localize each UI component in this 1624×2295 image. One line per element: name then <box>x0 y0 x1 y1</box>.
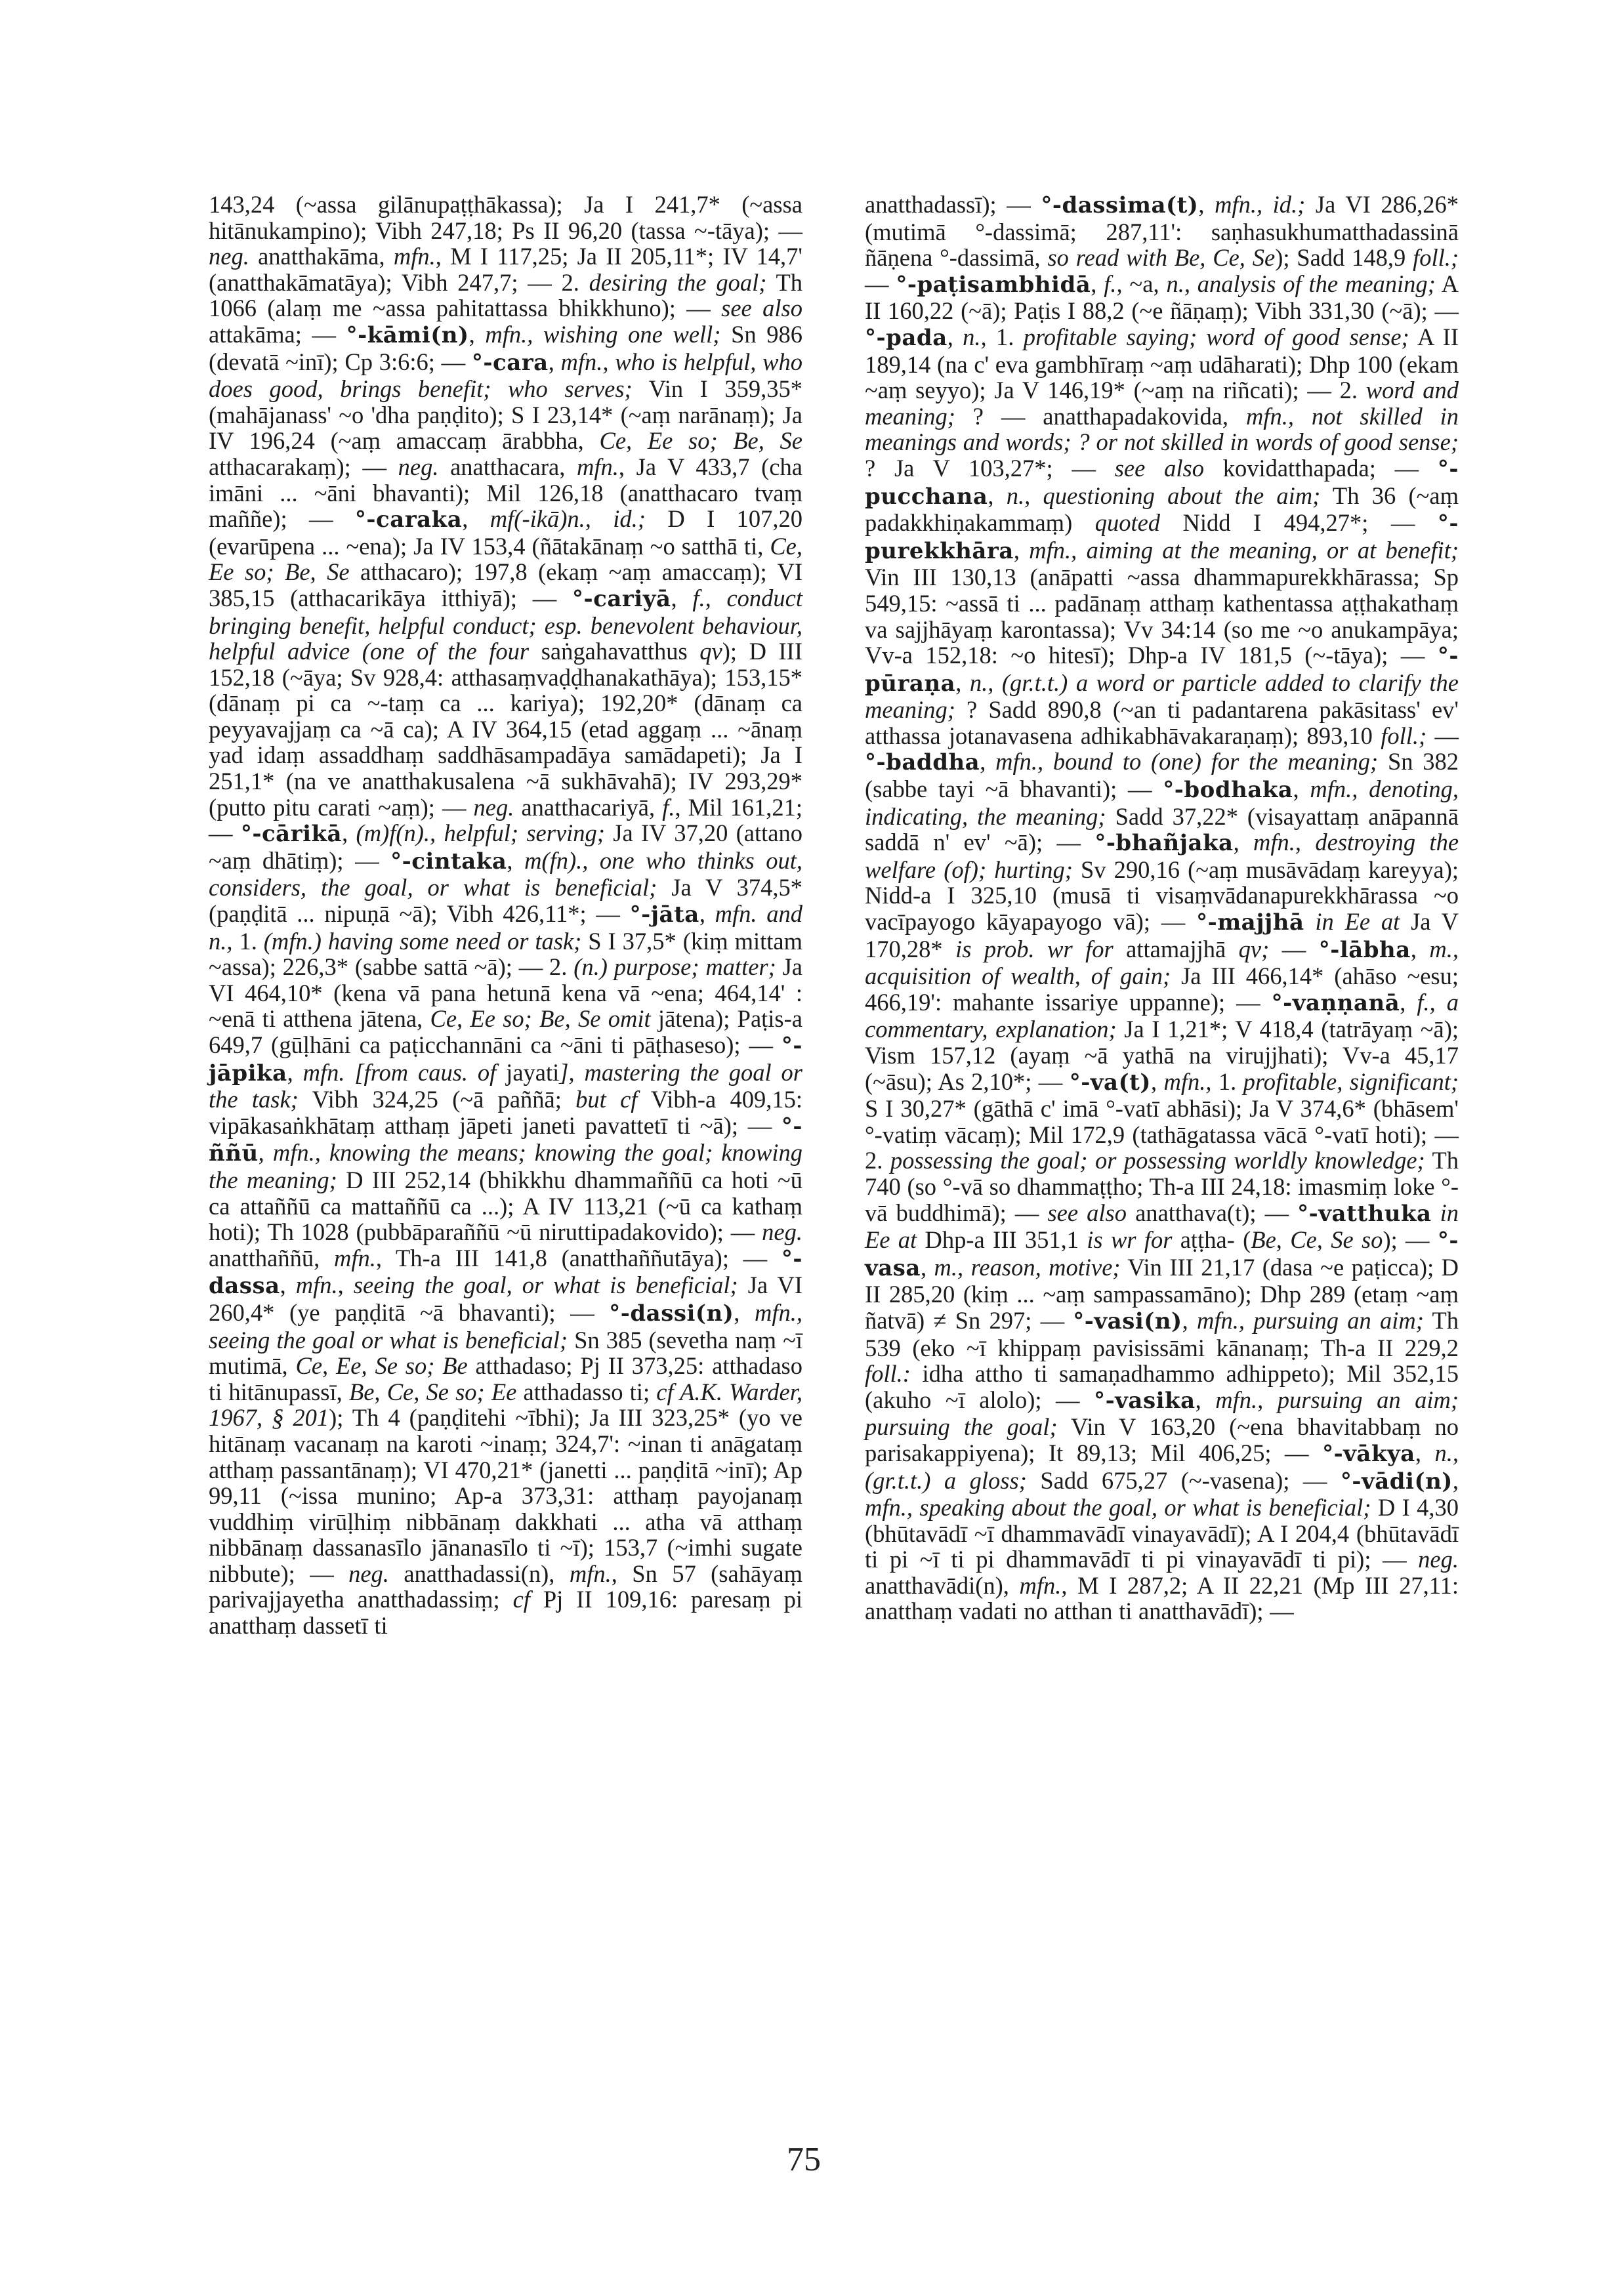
entry-text: anatthadassi(n), <box>388 1560 570 1587</box>
entry-text: S I 30,27* (gāthā c' imā °-vatī abhāsi); Ja V 374,6* (bhāsem' °-vatiṃ vācaṃ); Mil 172,9 (tathāgatassa vācā °-vatī hoti); — 2. <box>865 1095 1459 1174</box>
entry-text: , <box>548 348 561 375</box>
gloss-text: m(fn)., one who thinks out, considers, the goal, or what is beneficial; <box>209 846 803 901</box>
headword: °-bodhaka <box>1163 777 1293 804</box>
entry-text: atthadasso ti; <box>516 1378 657 1405</box>
entry-text: ~a, <box>1122 270 1167 297</box>
entry-text: , <box>507 846 525 874</box>
gloss-text: n., questioning about the aim; <box>1006 482 1321 509</box>
entry-text: anatthacara, <box>438 453 577 480</box>
headword: °-bhañjaka <box>1094 830 1234 857</box>
entry-text: Vibh 324,25 (~ā paññā; <box>298 1086 576 1113</box>
entry-text: saṅgahavatthus <box>529 638 700 665</box>
entry-text: ? — anatthapadakovida, <box>955 402 1246 430</box>
gloss-text: neg. <box>1418 1546 1459 1573</box>
entry-text: , M I 117,25; Ja II 205,11*; IV 14,7' (anatthakāmatāya); Vibh 247,7; — 2. <box>209 243 802 296</box>
gloss-text: qv <box>699 638 722 665</box>
entry-text: — <box>865 270 896 297</box>
left-column <box>209 192 802 1639</box>
page-number: 75 <box>787 2141 821 2178</box>
gloss-text: n., (gr.t.t.) a gloss; <box>865 1439 1459 1494</box>
gloss-text: mfn. <box>569 1560 612 1587</box>
entry-text: anatthacariyā, <box>514 793 663 821</box>
gloss-text: cf A.K. Warder, 1967, § 201 <box>209 1378 802 1432</box>
entry-text: jātena); Paṭis-a 649,7 (gūḷhāni ca paṭicchannāni ca ~āni ti pāṭhaseso); — <box>209 1005 802 1058</box>
entry-text: idha attho ti samaṇadhammo adhippeto); Mil 352,15 (akuho ~ī alolo); — <box>865 1360 1459 1413</box>
gloss-text: is prob. wr for <box>955 935 1114 962</box>
gloss-text: n., (gr.t.t.) a word or particle added to clarify the meaning; <box>865 669 1459 724</box>
headword: °-ññū <box>209 1113 802 1167</box>
entry-text: , <box>988 482 1007 509</box>
gloss-text: mfn. and n., <box>209 900 803 955</box>
gloss-text: cf <box>512 1586 530 1613</box>
entry-text: Vin I 359,35* (mahājanass' ~o 'dha paṇḍito); S I 23,14* (~aṃ narānaṃ); Ja IV 196,24 (~aṃ amaccaṃ ārabbha, <box>209 375 802 455</box>
gloss-text: mfn., pursuing an aim; pursuing the goal; <box>865 1386 1459 1441</box>
gloss-text: f., a commentary, explanation; <box>865 988 1459 1043</box>
headword: °-dassi(n) <box>609 1300 734 1327</box>
gloss-text: f., <box>1104 270 1123 297</box>
headword: °-dassima(t) <box>1041 192 1199 218</box>
entry-text: , <box>462 505 490 533</box>
entry-text: , Sn 57 (sahāyaṃ parivajjayetha anatthadassiṃ; <box>209 1560 802 1613</box>
entry-text: , Th-a III 141,8 (anatthaññutāya); — <box>375 1244 781 1272</box>
entry-text: A II 189,14 (na c' eva gambhīraṃ ~aṃ udāharati); Dhp 100 (ekam ~aṃ seyyo); Ja V 146,19* (~aṃ na riñcati); — 2. <box>865 323 1459 404</box>
gloss-text: mfn. <box>1019 1571 1062 1599</box>
entry-text: 1. <box>1211 1067 1243 1095</box>
gloss-text: foll.: <box>865 1360 911 1388</box>
entry-text: Th 740 (so °-vā so dhammaṭṭho; Th-a III 24,18: imasmiṃ loke °-vā buddhimā); — <box>865 1147 1459 1226</box>
entry-text: 143,24 (~assa gilānupaṭṭhākassa); Ja I 241,7* (~assa hitānukampino); Vibh 247,18; Ps II 96,20 (tassa ~-tāya); — <box>209 191 802 244</box>
entry-text: , <box>734 1298 755 1326</box>
entry-text <box>1432 1199 1440 1226</box>
headword: °-vākya <box>1322 1440 1415 1467</box>
headword: °-vasi(n) <box>1073 1308 1182 1334</box>
headword: °-jāpika <box>209 1033 802 1086</box>
gloss-text: in Ee at <box>1315 908 1400 936</box>
gloss-text: mfn., speaking about the goal, or what is beneficial; <box>865 1494 1371 1521</box>
entry-text: Sadd 675,27 (~-vasena); — <box>1026 1466 1341 1494</box>
gloss-text: Ce, Ee, Se so; Be <box>295 1352 468 1380</box>
gloss-text: mfn., destroying the welfare (of); hurting; <box>865 829 1459 883</box>
entry-text: D I 107,20 (evarūpena ... ~ena); Ja IV 153,4 (ñātakānaṃ ~o satthā ti, <box>209 505 803 560</box>
gloss-text: mfn., knowing the means; knowing the goal; knowing the meaning; <box>209 1139 802 1193</box>
gloss-text: Ce, Ee so; Be, Se omit <box>430 1005 651 1033</box>
entry-text: Ja V 374,5* (paṇḍitā ... nipuṇā ~ā); Vibh 426,11*; — <box>209 874 802 928</box>
gloss-text: but cf <box>575 1086 638 1113</box>
entry-text: Vin III 21,17 (dasa ~e paṭicca); D II 285,20 (kiṃ ... ~aṃ sampassamāno); Dhp 289 (etaṃ ~aṃ ñatvā) ≠ Sn 297; — <box>865 1253 1459 1334</box>
entry-text: anatthadassī); — <box>865 191 1041 218</box>
gloss-text: f. <box>662 793 675 821</box>
entry-text: anatthakāma, <box>249 243 394 270</box>
entry-text: , <box>920 1253 934 1281</box>
gloss-text: is wr for <box>1087 1226 1173 1254</box>
right-column <box>865 192 1459 1624</box>
entry-text: — <box>1426 722 1459 749</box>
gloss-text: mfn., seeing the goal, or what is beneficial; <box>295 1272 738 1299</box>
gloss-text: word and meaning; <box>865 377 1459 430</box>
headword: °-cara <box>471 349 549 376</box>
gloss-text: f., conduct bringing benefit, helpful conduct; esp. benevolent behaviour, helpful advice (one of the four <box>209 584 803 665</box>
gloss-text: (mfn.) having some need or task; <box>263 927 582 955</box>
entry-text: atthacarakaṃ); — <box>209 453 398 480</box>
gloss-text: neg. <box>209 243 249 270</box>
entry-text: , <box>287 1058 303 1086</box>
entry-text: ); Th 4 (paṇḍitehi ~ībhi); Ja III 323,25* (yo ve hitānaṃ vacanaṃ na karoti ~inaṃ; 324,7': ~inan ti anāgataṃ atthaṃ passantānaṃ); VI 470,21* (janetti ... paṇḍitā ~inī); Ap 99,11 (~issa munino; Ap-a 373,31: atthaṃ payojanaṃ vuddhiṃ virūḷhiṃ nibbānaṃ dakkhati ... atha vā atthaṃ nibbānaṃ dassanasīlo jānanasīlo ti ~ī); 153,7 (~imhi sugate nibbute); — <box>209 1404 803 1587</box>
gloss-text: mfn. [from caus. of <box>302 1058 497 1086</box>
entry-text: Th 1066 (alaṃ me ~assa pahitattassa bhikkhuno); — <box>209 268 802 322</box>
headword: °-jāta <box>629 901 699 928</box>
entry-text: anatthaññū, <box>209 1244 334 1272</box>
entry-text: , <box>1195 1386 1216 1413</box>
entry-text: Vibh-a 409,15: vipākasaṅkhātaṃ atthaṃ jāpeti janeti pavattetī ti ~ā); — <box>209 1086 803 1139</box>
headword: °-cārikā <box>240 821 343 848</box>
headword: °-vaṇṇanā <box>1271 989 1400 1016</box>
gloss-text: quoted <box>1094 509 1161 537</box>
entry-text: attamajjhā <box>1113 935 1239 962</box>
gloss-text: mfn., denoting, indicating, the meaning; <box>865 775 1459 830</box>
entry-text: Th 36 (~aṃ padakkhiṇakammaṃ) <box>865 482 1459 537</box>
entry-text: S I 37,5* (kiṃ mittam ~assa); 226,3* (sabbe sattā ~ā); — 2. <box>209 927 802 981</box>
gloss-text: n., analysis of the meaning; <box>1166 270 1436 297</box>
entry-text: D III 252,14 (bhikkhu dhammaññū ca hoti ~ū ca attaññū ca mattaññū ca ...); A IV 113,21 (~ū ca kathaṃ hoti); Th 1028 (pubbāparaññū ~ū niruttipadakovido); — <box>209 1166 802 1246</box>
headword: °-baddha <box>865 749 980 776</box>
entry-text: , <box>980 748 996 775</box>
entry-text: aṭṭha- ( <box>1172 1226 1251 1254</box>
gloss-text: qv; <box>1238 935 1270 962</box>
headword: °-paṭisambhidā <box>896 271 1091 298</box>
headword: °-vasika <box>1094 1387 1196 1414</box>
entry-text: , <box>1233 829 1254 856</box>
entry-text: Ja VI 464,10* (kena vā pana hetunā kena vā ~ena; 464,14' : ~enā ti atthena jātena, <box>209 953 803 1033</box>
entry-text: Ja VI 286,26* (mutimā °-dassimā; 287,11': saṇhasukhumatthadassinā ñāṇena °-dassimā, <box>865 191 1459 272</box>
headword: °-cariyā <box>572 585 671 612</box>
entry-text: , Ja V 433,7 (cha imāni ... ~āni bhavanti); Mil 126,18 (anatthacaro tvaṃ maññe); — <box>209 453 802 533</box>
gloss-text: mfn., <box>1163 1067 1212 1095</box>
entry-text: 1. <box>232 927 264 955</box>
entry-text: A II 160,22 (~ā); Paṭis I 88,2 (~e ñāṇaṃ); Vibh 331,30 (~ā); — <box>865 270 1459 325</box>
entry-text: Sn 382 (sabbe tayi ~ā bhavanti); — <box>865 748 1459 803</box>
entry-text: , <box>699 900 715 928</box>
entry-text: Pj II 109,16: paresaṃ pi anatthaṃ dassetī ti <box>209 1586 803 1640</box>
gloss-text: foll.; <box>1413 244 1459 272</box>
entry-text: , <box>342 819 356 847</box>
entry-text: ? Ja V 103,27*; — <box>865 454 1115 482</box>
entry-text: , <box>1415 1439 1435 1466</box>
gloss-text: foll.; <box>1381 722 1427 749</box>
entry-text: , <box>1182 1306 1197 1334</box>
entry-text: attakāma; — <box>209 320 346 348</box>
entry-text: ); D III 152,18 (~āya; Sv 928,4: atthasaṃvaḍḍhanakathāya); 153,15* (dānaṃ pi ca ~-taṃ ca ... kariya); 192,20* (dānaṃ ca peyyavajjaṃ ca ~ā ca); A IV 364,15 (etad aggaṃ ... ~ānaṃ yad idaṃ assaddhaṃ saddhāsampadāya samādapeti); Ja I 251,1* (na ve anatthakusalena ~ā sukhāvahā); IV 293,29* (putto pitu carati ~aṃ); — <box>209 638 802 821</box>
gloss-text: mfn., seeing the goal or what is beneficial; <box>209 1298 802 1354</box>
gloss-text: mf(-ikā)n., id.; <box>489 505 646 533</box>
entry-text: Ja V 170,28* <box>865 908 1459 962</box>
gloss-text: possessing the goal; or possessing worldly knowledge; <box>890 1147 1425 1174</box>
gloss-text: desiring the goal; <box>589 268 767 296</box>
entry-text: , <box>671 584 693 611</box>
entry-text: Ja IV 37,20 (attano ~aṃ dhātiṃ); — <box>209 819 802 874</box>
entry-text: , <box>258 1139 273 1167</box>
entry-text: Nidd I 494,27*; — <box>1160 509 1438 537</box>
entry-text: , <box>468 320 486 348</box>
gloss-text: neg. <box>762 1218 802 1246</box>
gloss-text: ], mastering the goal or the task; <box>209 1058 802 1113</box>
gloss-text: so read with Be, Ce, Se <box>1047 244 1276 272</box>
entry-text: Vin III 130,13 (anāpatti ~assa dhammapurekkhārassa; Sp 549,15: ~assā ti ... padānaṃ atthaṃ kathentassa aṭṭhakathaṃ va sajjhāyaṃ karontassa); Vv 34:14 (so me ~o anukampāya; Vv-a 152,18: ~o hitesī); Dhp-a IV 181,5 (~-tāya); — <box>865 564 1459 669</box>
gloss-text: m., acquisition of wealth, of gain; <box>865 935 1459 990</box>
entry-text: , Mil 161,21; — <box>209 793 802 847</box>
entry-text: , M I 287,2; A II 22,21 (Mp III 27,11: anatthaṃ vadati no atthan ti anatthavādī); — <box>865 1571 1459 1625</box>
gloss-text: m., reason, motive; <box>934 1253 1121 1281</box>
gloss-text: n., <box>963 323 987 350</box>
entry-text: atthacaro); 197,8 (ekaṃ ~aṃ amaccaṃ); VI 385,15 (atthacarikāya itthiyā); — <box>209 558 802 611</box>
entry-text: Sn 986 (devatā ~inī); Cp 3:6:6; — <box>209 320 803 375</box>
entry-text: anatthava(t); — <box>1127 1199 1298 1226</box>
gloss-text: (m)f(n)., helpful; serving; <box>356 819 605 847</box>
gloss-text: neg. <box>398 453 439 480</box>
gloss-text: Be, Ce, Se so; Ee <box>348 1378 517 1405</box>
gloss-text: Ce, Ee so; Be, Se <box>599 427 802 455</box>
gloss-text: neg. <box>348 1560 389 1587</box>
gloss-text: mfn., not skilled in meanings and words; ? or not skilled in words of good sense; <box>865 402 1459 456</box>
headword: °-cintaka <box>390 848 507 875</box>
entry-text: Vin V 163,20 (~ena bhavitabbaṃ no parisakappiyena); It 89,13; Mil 406,25; — <box>865 1413 1459 1466</box>
entry-text: Sn 385 (sevetha naṃ ~ī mutimā, <box>209 1326 802 1380</box>
entry-text: Ja III 466,14* (ahāso ~esu; 466,19': mahante issariye uppanne); — <box>865 962 1459 1016</box>
entry-text: Dhp-a III 351,1 <box>917 1226 1087 1254</box>
gloss-text: see also <box>721 295 802 322</box>
entry-text: , <box>1400 988 1417 1016</box>
gloss-text: mfn., bound to (one) for the meaning; <box>995 748 1379 775</box>
headword: °-lābha <box>1318 936 1411 963</box>
entry-text: ); — <box>1383 1226 1438 1254</box>
headword: °-pada <box>865 324 947 351</box>
gloss-text: see also <box>1047 1199 1127 1226</box>
gloss-text: Be, Ce, Se so <box>1251 1226 1383 1254</box>
gloss-text: neg. <box>473 793 514 821</box>
gloss-text: mfn., pursuing an aim; <box>1197 1306 1424 1334</box>
entry-text: , <box>280 1272 296 1299</box>
entry-text: , <box>1293 775 1310 803</box>
entry-text: ? Sadd 890,8 (~an ti padantarena pakāsitass' ev' atthassa jotanavasena adhikabhāvakaraṇaṃ); 893,10 <box>865 696 1459 749</box>
entry-text: , <box>1198 191 1215 218</box>
entry-text: , <box>955 669 970 696</box>
gloss-text: mfn. <box>393 243 436 270</box>
gloss-text: mfn., id.; <box>1215 191 1306 218</box>
entry-text: , <box>947 323 963 350</box>
gloss-text: profitable, significant; <box>1243 1067 1459 1095</box>
entry-text: kovidatthapada; — <box>1203 454 1438 482</box>
entry-text: Ja VI 260,4* (ye paṇḍitā ~ā bhavanti); — <box>209 1272 802 1326</box>
entry-text: Th 539 (eko ~ī khippaṃ pavisissāmi kānanaṃ; Th-a II 229,2 <box>865 1306 1459 1361</box>
gloss-text: (n.) purpose; matter; <box>573 953 776 981</box>
headword: °-vatthuka <box>1297 1200 1432 1227</box>
gloss-text: mfn., who is helpful, who does good, brings benefit; who serves; <box>209 348 802 403</box>
gloss-text: profitable saying; word of good sense; <box>1023 323 1409 350</box>
headword: °-caraka <box>354 507 463 533</box>
headword: °-vādi(n) <box>1340 1468 1453 1495</box>
gloss-text: mfn. <box>333 1244 376 1272</box>
gloss-text: mfn. <box>577 453 619 480</box>
entry-text: , <box>1410 935 1430 962</box>
entry-text: jayati <box>496 1058 560 1086</box>
entry-text <box>1304 908 1316 935</box>
entry-text: Ja I 1,21*; V 418,4 (tatrāyaṃ ~ā); Vism 157,12 (ayaṃ ~ā yathā na virujjhati); Vv-a 45,17 (~āsu); As 2,10*; — <box>865 1016 1459 1095</box>
gloss-text: mfn., aiming at the meaning, or at benefit; <box>1029 536 1459 564</box>
headword: °-va(t) <box>1069 1069 1151 1096</box>
entry-text: , <box>1452 1466 1459 1494</box>
entry-text: ); Sadd 148,9 <box>1275 244 1413 272</box>
entry-text: Sv 290,16 (~aṃ musāvādaṃ kareyya); Nidd-a I 325,10 (musā ti visaṃvādanapurekkhārassa ~o vacīpayogo kāyapayogo vā); — <box>865 856 1459 936</box>
headword: °-majjhā <box>1196 909 1304 936</box>
entry-text: — <box>1269 935 1319 962</box>
gloss-text: in Ee at <box>865 1199 1459 1254</box>
headword: °-dassa <box>209 1245 802 1300</box>
entry-text: 1. <box>986 323 1024 350</box>
entry-text: atthadaso; Pj II 373,25: atthadaso ti hitānupassī, <box>209 1352 802 1405</box>
entry-text: , <box>1091 270 1104 297</box>
gloss-text: Ce, Ee so; Be, Se <box>209 532 802 586</box>
headword: °-vasa <box>865 1228 1459 1281</box>
gloss-text: mfn., wishing one well; <box>485 320 721 348</box>
headword: °-kāmi(n) <box>346 321 469 348</box>
entry-text: , <box>1013 536 1030 564</box>
headword: °-pūraṇa <box>865 643 1459 697</box>
entry-text: Sadd 37,22* (visayattaṃ anāpannā saddā n' ev' ~ā); — <box>865 802 1459 856</box>
gloss-text: see also <box>1114 454 1204 482</box>
entry-text: D I 4,30 (bhūtavādī ~ī dhammavādī vinayavādī); A I 204,4 (bhūtavādī ti pi ~ī ti pi dhammavādī ti pi vinayavādī ti pi); — <box>865 1494 1459 1573</box>
entry-text: anatthavādi(n), <box>865 1571 1020 1599</box>
headword: °-pucchana <box>865 455 1459 510</box>
headword: °-purekkhāra <box>865 510 1459 564</box>
entry-text: , <box>1150 1067 1164 1095</box>
